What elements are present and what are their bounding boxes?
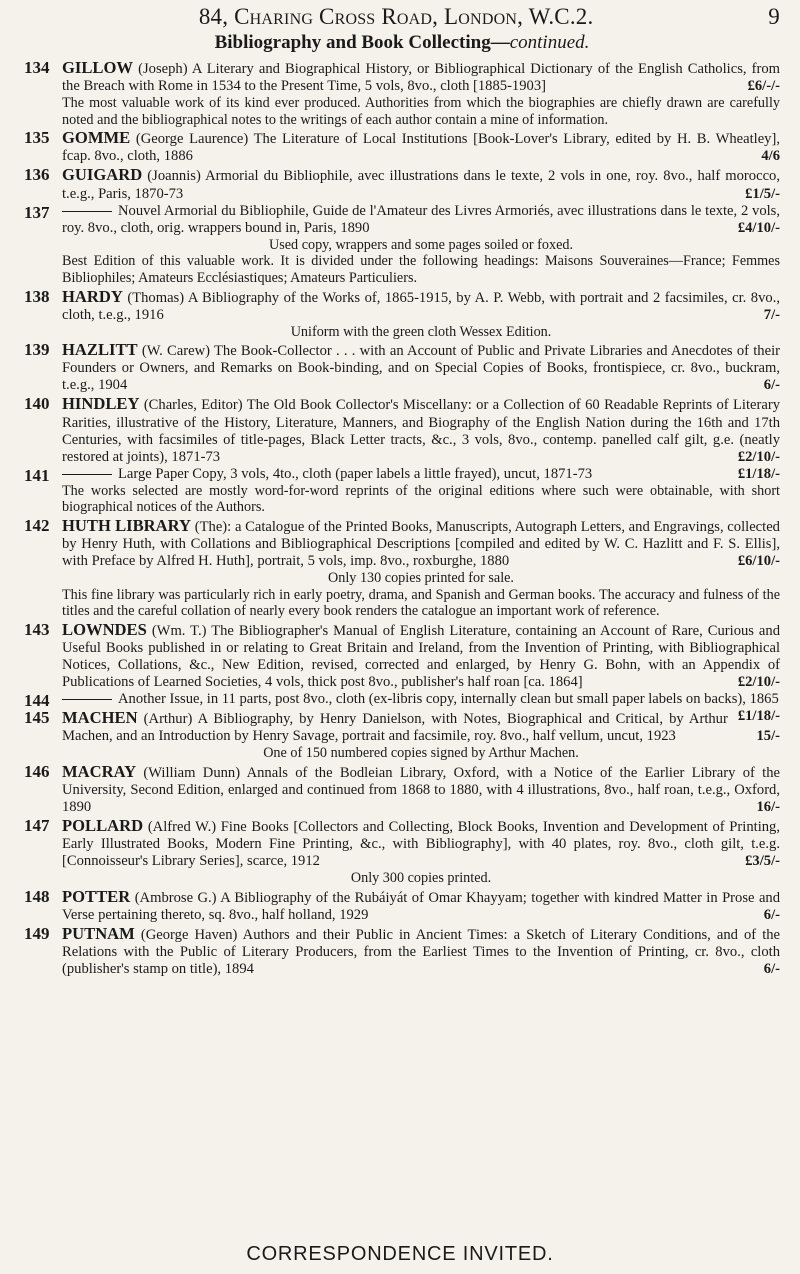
entry-number: 143 [24,620,50,640]
running-head-address: 84, Charing Cross Road, London, W.C.2. [198,4,594,29]
section-title [24,32,780,54]
entry-text: The Book-Collector . . . with an Account of Public and Private Libraries and Anecdotes of their Founders or Owners, and Remarks on Book-binding, and on Special Copies of Books, frontispiece, cr. 8vo., buckram, t.e.g., 1904 [62,343,780,394]
entry-138 [24,287,780,324]
footer-correspondence: CORRESPONDENCE INVITED. [246,1243,554,1265]
entry-text: A Bibliography of the Works of, 1865-1915, by A. P. Webb, with portrait and 2 facsimiles, cr. 8vo., cloth, t.e.g., 1916 [62,289,780,323]
entry-number: 145 [24,708,50,728]
entry-price: 15/- [756,728,780,745]
entry-147 [24,816,780,870]
entry-text: The Old Book Collector's Miscellany: or a Collection of 60 Readable Reprints of Literary Rarities, illustrative of the History, Literature, Manners, and Biography of the English Nation during the 16th and 17th Centuries, with facsimiles of title-pages, Black Letter tracts, &c., 3 vols, 8vo., contemp. panelled calf gilt, g.e. (neatly restored at joints), 1871-73 [62,397,781,465]
entry-forename: (George Haven) [140,927,238,944]
entry-author: PUTNAM [62,924,135,944]
entry-number: 142 [24,516,50,535]
section-title-text: Bibliography and Book Collecting— [214,32,510,53]
entry-142 [24,516,780,570]
entry-text: A Literary and Biographical History, or Bibliographical Dictionary of the English Catholics, from the Breach with Rome in 1534 to the Present Time, 5 vols, 8vo., cloth [1885-1903] [62,61,781,95]
entry-price: £2/10/- [737,674,780,691]
entry-price: £4/10/- [737,219,780,236]
entry-140 [24,394,780,465]
entry-author: LOWNDES [62,620,147,640]
entry-note: Used copy, wrappers and some pages soiled or foxed. [268,236,574,253]
entry-text: Annals of the Bodleian Library, Oxford, with a Notice of the Earlier Library of the University, Second Edition, enlarged and continued from 1868 to 1880, with 4 illustrations, 8vo., half roan, t.e.g., Oxford, 1890 [62,765,780,816]
entry-forename: (William Dunn) [143,765,241,782]
entry-note: The most valuable work of its kind ever produced. Authorities from which the biographies are chiefly drawn are carefully noted and the bibliographical notes to the writings of each author contain a mine of information. [62,95,780,128]
page-number: 9 [768,4,780,29]
entry-text: A Bibliography of the Rubáiyát of Omar Khayyam; together with kindred Matter in Prose and Verse pertaining thereto, sq. 8vo., half holland, 1929 [62,890,781,924]
entry-134 [24,58,780,95]
entry-text: Authors and their Public in Ancient Times: a Sketch of Literary Conditions, and of the Relations with the Public of Literary Producers, from the Earliest Times to the Invention of Printing, cr. 8vo., cloth (publisher's stamp on title), 1894 [62,927,781,978]
entry-number: 139 [24,340,50,360]
entry-number: 135 [24,128,50,148]
entry-text: Fine Books [Collectors and Collecting, Block Books, Invention and Development of Printing, Early Illustrated Books, Modern Fine Printing, &c., with Bibliography], with 40 plates, roy. 8vo., cloth gilt, t.e.g. [Connoisseur's Library Series], scarce, 1912 [62,819,780,870]
entry-forename: (W. Carew) [141,343,211,360]
entry-note: Only 300 copies printed. [350,870,492,887]
entry-note: Best Edition of this valuable work. It is divided under the following headings: Maisons Souveraines—France; Femmes Bibliophiles; Amateurs Ecclésiastiques; Amateurs Particuliers. [62,253,780,286]
entry-number: 146 [24,762,50,782]
entry-author: GOMME [62,128,131,148]
entry-forename: (Joseph) [138,61,188,77]
ditto-dash [62,474,112,475]
entry-148 [24,887,780,924]
entry-forename: (Joannis) [147,168,201,185]
entry-price: £2/10/- [737,448,780,465]
entry-price: 6/- [763,377,780,394]
entry-number: 149 [24,924,50,944]
entry-author: HAZLITT [62,340,138,360]
entry-forename: (Wm. T.) [151,623,207,640]
entry-forename: (Arthur) [143,711,193,728]
entry-price: £1/5/- [745,185,780,202]
entry-price: 6/- [763,961,780,978]
entry-text: A Bibliography, by Henry Danielson, with Notes, Biographical and Critical, by Arthur Machen, and an Introduction by Henry Savage, portrait and facsimile, roy. 8vo., half vellum, uncut, 1923 [62,711,728,745]
entry-number: 148 [24,887,50,907]
entry-note: This fine library was particularly rich in early poetry, drama, and Spanish and German books. The accuracy and fulness of the titles and the careful collation of nearly every book renders the catalogue an important work of reference. [62,586,780,620]
entry-number: 137 [24,202,50,222]
entry-number: 138 [24,286,50,306]
ditto-dash [62,211,112,212]
entry-forename: (Alfred W.) [147,819,217,836]
entry-149 [24,924,780,978]
entry-author: GUIGARD [62,165,143,185]
entry-price: £1/18/- [737,465,780,482]
entry-price: 16/- [756,799,780,816]
entry-author: HARDY [62,286,123,306]
section-continued: continued. [509,32,590,53]
entry-141 [24,466,780,483]
entry-author: MACHEN [62,708,138,728]
entry-author: POTTER [62,887,131,907]
entry-146 [24,762,780,816]
entry-number: 141 [24,465,50,485]
entry-number: 147 [24,816,50,836]
entry-number: 136 [24,165,50,185]
entry-list [24,58,780,978]
entry-number: 144 [24,691,50,711]
entry-text: The Literature of Local Institutions [Book-Lover's Library, edited by H. B. Wheatley], fcap. 8vo., cloth, 1886 [62,131,780,165]
entry-number: 140 [24,394,50,414]
entry-135 [24,128,780,165]
entry-note: Only 130 copies printed for sale. [328,570,514,587]
entry-text: The Bibliographer's Manual of English Literature, containing an Account of Rare, Curious and Useful Books published in or relating to Great Britain and Ireland, from the Invention of Printing, with Bibliographical Notices, Collations, &c., New Edition, revised, corrected and enlarged, by Henry G. Bohn, with an Appendix of Publications of Learned Societies, 4 vols, thick post 8vo., publisher's half roan [ca. 1864] [62,623,780,691]
entry-137 [24,203,780,237]
entry-forename: (Thomas) [127,289,185,306]
entry-forename: (Ambrose G.) [134,890,217,907]
entry-note: One of 150 numbered copies signed by Arthur Machen. [263,745,579,762]
entry-author: MACRAY [62,762,137,782]
entry-note: The works selected are mostly word-for-word reprints of the original editions where such were obtainable, with short biographical notices of the Authors. [62,482,780,516]
entry-text: Nouvel Armorial du Bibliophile, Guide de l'Amateur des Livres Armoriés, avec illustrations dans le texte, 2 vols, roy. 8vo., cloth, orig. wrappers bound in, Paris, 1890 [62,202,780,236]
entry-forename: (The): [194,519,232,535]
entry-price: £3/5/- [745,853,780,870]
ditto-dash [62,699,112,700]
running-head [24,4,780,30]
entry-text: a Catalogue of the Printed Books, Manuscripts, Autograph Letters, and Engravings, collected by Henry Huth, with Collations and Bibliographical Descriptions [compiled and edited by W. C. Hazlitt and F. S. Ellis], with Preface by Alfred H. Huth], portrait, 5 vols, imp. 8vo., roxburghe, 1880 [62,519,780,570]
entry-price: 4/6 [761,148,780,165]
entry-143 [24,620,780,691]
entry-price: £6/10/- [737,553,780,570]
entry-forename: (George Laurence) [135,131,249,148]
entry-text: Large Paper Copy, 3 vols, 4to., cloth (paper labels a little frayed), uncut, 1871-73 [118,465,593,482]
entry-price: 6/- [763,907,780,924]
entry-author: POLLARD [62,816,144,836]
entry-author: HINDLEY [62,394,140,414]
entry-note: Uniform with the green cloth Wessex Edition. [290,323,552,340]
entry-author: GILLOW [62,58,134,77]
entry-text: Armorial du Bibliophile, avec illustrations dans le texte, 2 vols in one, roy. 8vo., half morocco, t.e.g., Paris, 1870-73 [62,168,780,202]
entry-author: HUTH LIBRARY [62,516,192,535]
entry-price: £1/18/- [737,708,780,725]
entry-text: Another Issue, in 11 parts, post 8vo., cloth (ex-libris copy, internally clean but small paper labels on backs), 1865 [118,691,779,708]
entry-136 [24,165,780,202]
entry-number: 134 [24,58,50,77]
entry-139 [24,340,780,394]
entry-price: 7/- [763,306,780,323]
entry-145 [24,708,780,745]
entry-price: £6/-/- [747,78,780,95]
entry-forename: (Charles, Editor) [143,397,243,414]
